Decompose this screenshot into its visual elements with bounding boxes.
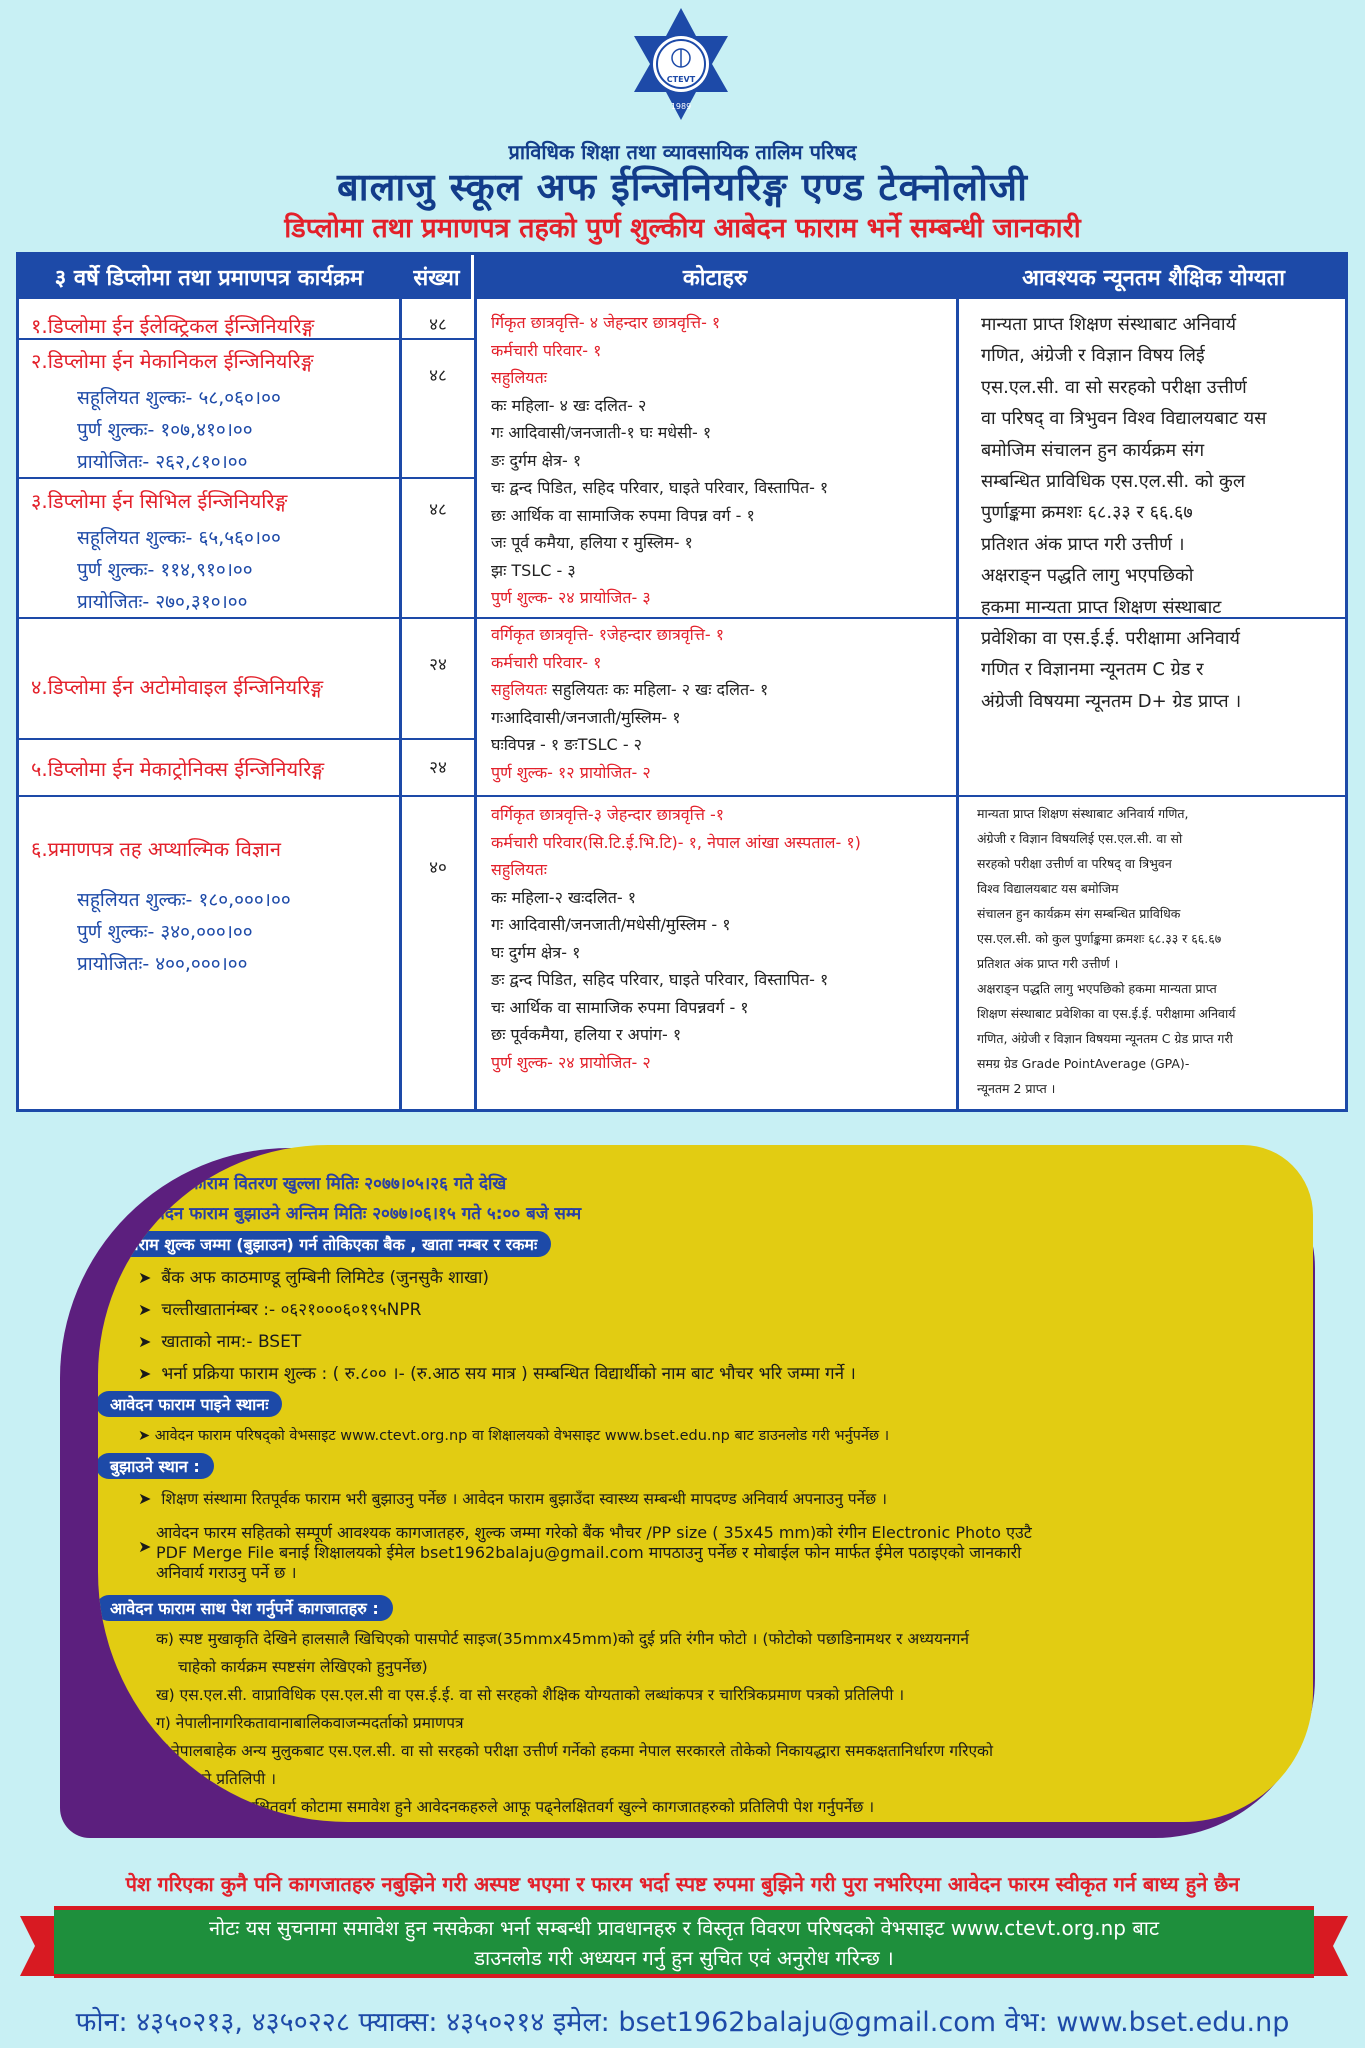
arrow-icon: ➤ — [138, 1364, 152, 1383]
fee-full: पुर्ण शुल्कः- ३४०,०००।०० — [77, 921, 253, 943]
quota-line: गः आदिवासी/जनजाती-१ घः मधेसी- १ — [491, 423, 712, 442]
qualification-line: अक्षराङ्न पद्धति लागु भएपछिको — [981, 565, 1194, 587]
quota-line: सहुलियतः सहुलियतः कः महिला- २ खः दलित- १ — [491, 680, 769, 699]
qualification-line: गणित, अंग्रेजी र विज्ञान विषय लिई — [981, 345, 1205, 367]
qualification-line: पुर्णाङ्कमा क्रमशः ६८.३३ र ६६.६७ — [981, 502, 1193, 524]
row-divider — [19, 738, 476, 740]
document-item: क) स्पष्ट मुखाकृति देखिने हालसालै खिचिएको पासपोर्ट साइज(35mmx45mm)को दुई प्रति रंगीन फोटो । (फोटोको पछाडिनामथर र अध्ययनगर्न — [156, 1630, 969, 1648]
quota-line: वर्गिकृत छात्रवृत्ति- १जेहन्दार छात्रवृत्ति- १ — [491, 625, 725, 644]
quota-list-ophthalmic — [491, 801, 961, 1076]
note-line: नोटः यस सुचनामा समावेश हुन नसकेका भर्ना सम्बन्धी प्रावधानहरु र विस्तृत विवरण परिषदको वेभसाइट www.ctevt.org.np बाट — [208, 1916, 1160, 1940]
row-divider — [19, 795, 1348, 797]
logo-text: CTEVT — [666, 75, 696, 84]
qualification-line: विश्व विद्यालयबाट यस बमोजिम — [977, 881, 1119, 896]
program-name: ३.डिप्लोमा ईन सिभिल ईन्जिनियरिङ्ग — [31, 489, 288, 513]
quota-line: घः दुर्गम क्षेत्र- १ — [491, 942, 581, 962]
seat-count: २४ — [429, 758, 447, 778]
qualification-line: एस.एल.सी. को कुल पुर्णाङ्कमा क्रमशः ६८.३३ र ६६.६७ — [977, 931, 1222, 946]
qualification-line: मान्यता प्राप्त शिक्षण संस्थाबाट अनिवार्य — [981, 314, 1237, 335]
quota-line: झः TSLC - ३ — [491, 560, 576, 580]
bank-item — [138, 1361, 856, 1384]
bank-item — [138, 1329, 301, 1352]
column-divider — [474, 255, 477, 1109]
quota-line: कः महिला- ४ खः दलित- २ — [491, 395, 647, 415]
get-form-heading: आवेदन फाराम पाइने स्थानः — [98, 1391, 282, 1417]
quota-line: र्गिकृत छात्रवृत्ति- ४ जेहन्दार छात्रवृत्ति- १ — [491, 313, 721, 332]
seat-count: ४८ — [429, 500, 447, 520]
bank-item-text: चल्तीखातानंम्बर :- ०६२१०००६०१९५NPR — [161, 1300, 422, 1320]
quota-line: सहुलियतः — [491, 860, 547, 879]
quota-line: कर्मचारी परिवार- १ — [491, 340, 602, 360]
bank-item-text: बैंक अफ काठमाण्डू लुम्बिनी लिमिटेड (जुनसुकै शाखा) — [161, 1268, 490, 1288]
arrow-icon: ➤ — [138, 1332, 152, 1351]
submit-item-line: अनिवार्य गराउनु पर्ने छ । — [156, 1563, 297, 1582]
bank-item-text: भर्ना प्रक्रिया फाराम शुल्क : ( रु.८०० ।- (रु.आठ सय मात्र ) सम्बन्धित विद्यार्थीको नाम बाट भौचर भरि जम्मा गर्ने । — [161, 1364, 856, 1384]
qualification-line: संचालन हुन कार्यक्रम संग सम्बन्धित प्राविधिक — [977, 906, 1181, 921]
submit-heading: बुझाउने स्थान : — [98, 1453, 214, 1479]
fee-concession: सहूलियत शुल्कः- ५८,०६०।०० — [77, 387, 281, 409]
document-item: घ)नेपालबाहेक अन्य मुलुकबाट एस.एल.सी. वा सो सरहको परीक्षा उत्तीर्ण गर्नेको हकमा नेपाल सरकारले तोकेको निकायद्धारा समकक्षतानिर्धारण गरिएको — [156, 1742, 993, 1760]
note-banner — [54, 1906, 1314, 1978]
qualification-line: गणित, अंग्रेजी र विज्ञान विषयमा न्यूनतम C ग्रेड प्राप्त गरी — [977, 1031, 1233, 1046]
logo-year: 1989 — [670, 102, 692, 111]
arrow-icon: ➤ — [138, 1268, 152, 1287]
qualification-line: अंग्रेजी र विज्ञान विषयलिई एस.एल.सी. वा सो — [977, 831, 1183, 846]
program-row — [19, 755, 399, 782]
get-form-item — [138, 1425, 889, 1445]
submit-item — [138, 1487, 887, 1509]
quota-line: पुर्ण शुल्क- २४ प्रायोजित- २ — [491, 1052, 651, 1072]
quota-line: कर्मचारी परिवार- १ — [491, 652, 602, 672]
bank-item — [138, 1297, 421, 1320]
submit-item-line: आवेदन फारम सहितको सम्पूर्ण आवश्यक कागजातहरु, शुल्क जम्मा गरेको बैंक भौचर /PP size ( 35x45 mm)को रंगीन Electronic Photo एउटै — [156, 1523, 1032, 1542]
quota-line: चः आर्थिक वा सामाजिक रुपमा विपन्नवर्ग - १ — [491, 997, 749, 1017]
quota-list-automobile — [491, 621, 961, 786]
quota-line: कः महिला-२ खःदलित- १ — [491, 887, 637, 907]
qualification-diploma — [959, 309, 1349, 717]
fee-sponsored: प्रायोजितः- ४००,०००।०० — [77, 953, 248, 975]
fee-concession: सहूलियत शुल्कः- १८०,०००।०० — [77, 889, 291, 911]
quota-line: गः आदिवासी/जनजाती/मधेसी/मुस्लिम - १ — [491, 915, 731, 934]
seat-count: ४८ — [429, 366, 447, 386]
qualification-certificate — [959, 801, 1349, 1101]
submit-item-text: शिक्षण संस्थामा रितपूर्वक फाराम भरी बुझाउनु पर्नेछ । आवेदन फाराम बुझाउँदा स्वास्थ्य सम्बन्धी मापदण्ड अनिवार्य अपनाउनु पर्नेछ । — [161, 1490, 887, 1508]
bank-heading: फाराम शुल्क जम्मा (बुझाउन) गर्न तोकिएका बैक , खाता नम्बर र रकमः — [108, 1231, 551, 1257]
get-form-text: आवेदन फाराम परिषद्को वेभसाइट www.ctevt.org.np वा शिक्षालयको वेभसाइट www.bset.edu.np बाट डाउनलोड गरी भर्नुपर्नेछ । — [154, 1428, 890, 1444]
fee-sponsored: प्रायोजितः- २६२,८१०।०० — [77, 451, 248, 473]
bank-item-text: खाताको नाम:- BSET — [161, 1332, 302, 1352]
quota-line: छः पूर्वकमैया, हलिया र अपांग- १ — [491, 1025, 682, 1044]
quota-line: पुर्ण शुल्क- १२ प्रायोजित- २ — [491, 762, 651, 782]
application-info-box — [98, 1145, 1313, 1822]
council-name: प्राविधिक शिक्षा तथा व्यावसायिक तालिम परिषद — [508, 140, 857, 164]
quota-line: वर्गिकृत छात्रवृत्ति-३ जेहन्दार छात्रवृत्ति -१ — [491, 805, 725, 824]
fee-concession: सहूलियत शुल्कः- ६५,५६०।०० — [77, 527, 281, 549]
fee-sponsored: प्रायोजितः- २७०,३१०।०० — [77, 591, 248, 613]
quota-line: चः द्वन्द पिडित, सहिद परिवार, घाइते परिवार, विस्तापित- १ — [491, 478, 829, 497]
quota-line-rest: सहुलियतः कः महिला- २ खः दलित- १ — [552, 680, 769, 699]
arrow-icon: ➤ — [138, 1428, 155, 1444]
document-item: चाहेको कार्यक्रम स्पष्टसंग लेखिएको हुनुपर्नेछ) — [178, 1658, 428, 1676]
quota-line: सहुलियतः — [491, 368, 547, 387]
submit-item-multi — [156, 1523, 1032, 1583]
program-row — [19, 835, 399, 980]
fee-full: पुर्ण शुल्कः- ११४,९१०।०० — [77, 559, 253, 581]
submit-item-line: PDF Merge File बनाई शिक्षालयको ईमेल bset1962balaju@gmail.com मापठाउनु पर्नेछ र मोबाईल फोन मार्फत ईमेल पठाइएको जानकारी — [156, 1543, 1022, 1562]
document-item: ङ) पुर्ण शुल्कीयलक्षितवर्ग कोटामा समावेश हुने आवेदनकहरुले आफू पढ्नेलक्षितवर्ग खुल्ने कागजातहरुको प्रतिलिपी पेश गर्नुपर्नेछ । — [156, 1798, 875, 1816]
qualification-line: सम्बन्धित प्राविधिक एस.एल.सी. को कुल — [981, 471, 1246, 493]
header-qualification: आवश्यक न्यूनतम शैक्षिक योग्यता — [959, 255, 1348, 299]
program-name: ५.डिप्लोमा ईन मेकाट्रोनिक्स ईन्जिनियरिङ्ग — [31, 757, 325, 781]
program-row — [19, 312, 399, 339]
seat-count: २४ — [429, 655, 447, 675]
quota-line: ङः द्वन्द पिडित, सहिद परिवार, घाइते परिवार, विस्तापित- १ — [491, 970, 829, 989]
header-program: ३ वर्षे डिप्लोमा तथा प्रमाणपत्र कार्यक्रम — [19, 255, 402, 299]
qualification-line: न्यूनतम 2 प्राप्त । — [977, 1081, 1056, 1096]
contact-info: फोन: ४३५०२१३, ४३५०२२८ फ्याक्स: ४३५०२१४ इमेल: bset1962balaju@gmail.com वेभ: www.bset.edu.np — [75, 2007, 1290, 2038]
quota-line: घःविपन्न - १ ङःTSLC - २ — [491, 735, 642, 754]
program-row — [19, 487, 399, 618]
seat-count: ४० — [429, 858, 447, 878]
qualification-line: समग्र ग्रेड Grade PointAverage (GPA)- — [977, 1056, 1190, 1071]
program-table — [16, 252, 1348, 1112]
header-seats: संख्या — [402, 255, 474, 299]
qualification-line: अक्षराङ्न पद्धति लागु भएपछिको हकमा मान्यता प्राप्त — [977, 981, 1217, 996]
notice-title: डिप्लोमा तथा प्रमाणपत्र तहको पुर्ण शुल्कीय आबेदन फाराम भर्ने सम्बन्धी जानकारी — [284, 213, 1081, 244]
quota-line: ङः दुर्गम क्षेत्र- १ — [491, 450, 582, 470]
qualification-line: प्रवेशिका वा एस.ई.ई. परीक्षामा अनिवार्य — [981, 628, 1240, 650]
qualification-line: शिक्षण संस्थाबाट प्रवेशिका वा एस.ई.ई. परीक्षामा अनिवार्य — [977, 1006, 1236, 1021]
qualification-line: एस.एल.सी. वा सो सरहको परीक्षा उत्तीर्ण — [981, 376, 1247, 398]
qualification-line: अंग्रेजी विषयमा न्यूनतम D+ ग्रेड प्राप्त । — [981, 690, 1242, 712]
qualification-line: बमोजिम संचालन हुन कार्यक्रम संग — [981, 439, 1205, 461]
qualification-line: प्रतिशत अंक प्राप्त गरी उत्तीर्ण । — [981, 533, 1185, 555]
program-name: १.डिप्लोमा ईन ईलेक्ट्रिकल ईन्जिनियरिङ्ग — [31, 314, 315, 338]
qualification-line: हकमा मान्यता प्राप्त शिक्षण संस्थाबाट — [981, 596, 1222, 618]
seat-count: ४८ — [429, 315, 447, 335]
quota-line: पुर्ण शुल्क- २४ प्रायोजित- ३ — [491, 588, 651, 607]
open-date: आवेदन फाराम वितरण खुल्ला मितिः २०७७।०५।२६ गते देखि — [138, 1174, 507, 1194]
arrow-icon: ➤ — [138, 1537, 152, 1556]
program-row — [19, 673, 399, 700]
quota-list-engineering — [491, 309, 961, 612]
arrow-icon: ➤ — [138, 1300, 152, 1319]
warning-text: पेश गरिएका कुनै पनि कागजातहरु नबुझिने गरी अस्पष्ट भएमा र फारम भर्दा स्पष्ट रुपमा बुझिने गरी पुरा नभरिएमा आवेदन फारम स्वीकृत गर्न बाध्य हुने छैन — [125, 1872, 1240, 1896]
document-item: ग) नेपालीनागरिकतावानाबालिकवाजन्मदर्ताको प्रमाणपत्र — [156, 1714, 464, 1732]
qualification-line: मान्यता प्राप्त शिक्षण संस्थाबाट अनिवार्य गणित, — [977, 806, 1189, 821]
header-quotas: कोटाहरु — [474, 255, 959, 299]
school-name: बालाजु स्कूल अफ ईन्जिनियरिङ्ग एण्ड टेक्नोलोजी — [337, 165, 1028, 209]
qualification-line: सरहको परीक्षा उत्तीर्ण वा परिषद् वा त्रिभुवन — [977, 856, 1172, 871]
quota-line: गःआदिवासी/जनजाती/मुस्लिम- १ — [491, 707, 681, 727]
note-line: डाउनलोड गरी अध्ययन गर्नु हुन सुचित एवं अनुरोध गरिन्छ । — [474, 1946, 894, 1970]
document-item: ख) एस.एल.सी. वाप्राविधिक एस.एल.सी वा एस.ई.ई. वा सो सरहको शैक्षिक योग्यताको लब्धांकपत्र र चारित्रिकप्रमाण पत्रको प्रतिलिपी । — [156, 1686, 905, 1704]
program-name: ४.डिप्लोमा ईन अटोमोवाइल ईन्जिनियरिङ्ग — [31, 675, 324, 699]
quota-line: छः आर्थिक वा सामाजिक रुपमा विपन्न वर्ग - १ — [491, 505, 755, 525]
documents-heading: आवेदन फाराम साथ पेश गर्नुपर्ने कागजातहरु : — [98, 1595, 393, 1621]
ctevt-star-logo-icon — [622, 6, 740, 124]
quota-line: कर्मचारी परिवार(सि.टि.ई.भि.टि)- १, नेपाल आंखा अस्पताल- १) — [491, 832, 861, 852]
last-date: आवेदन फाराम बुझाउने अन्तिम मितिः २०७७।०६।१५ गते ५:०० बजे सम्म — [138, 1204, 582, 1224]
qualification-line: वा परिषद् वा त्रिभुवन विश्व विद्यालयबाट यस — [981, 408, 1267, 430]
program-row — [19, 347, 399, 478]
qualification-line: प्रतिशत अंक प्राप्त गरी उत्तीर्ण । — [977, 956, 1119, 971]
qualification-line: गणित र विज्ञानमा न्यूनतम C ग्रेड र — [981, 659, 1204, 681]
note-ribbon — [20, 1906, 1348, 1986]
program-name: २.डिप्लोमा ईन मेकानिकल ईन्जिनियरिङ्ग — [31, 349, 314, 373]
arrow-icon: ➤ — [138, 1489, 152, 1508]
fee-full: पुर्ण शुल्कः- १०७,४१०।०० — [77, 419, 253, 441]
bank-item — [138, 1265, 489, 1288]
quota-line: जः पूर्व कमैया, हलिया र मुस्लिम- १ — [491, 533, 693, 552]
program-name: ६.प्रमाणपत्र तह अप्थाल्मिक विज्ञान — [31, 837, 281, 861]
document-item: पत्रको प्रतिलिपी । — [178, 1770, 277, 1788]
